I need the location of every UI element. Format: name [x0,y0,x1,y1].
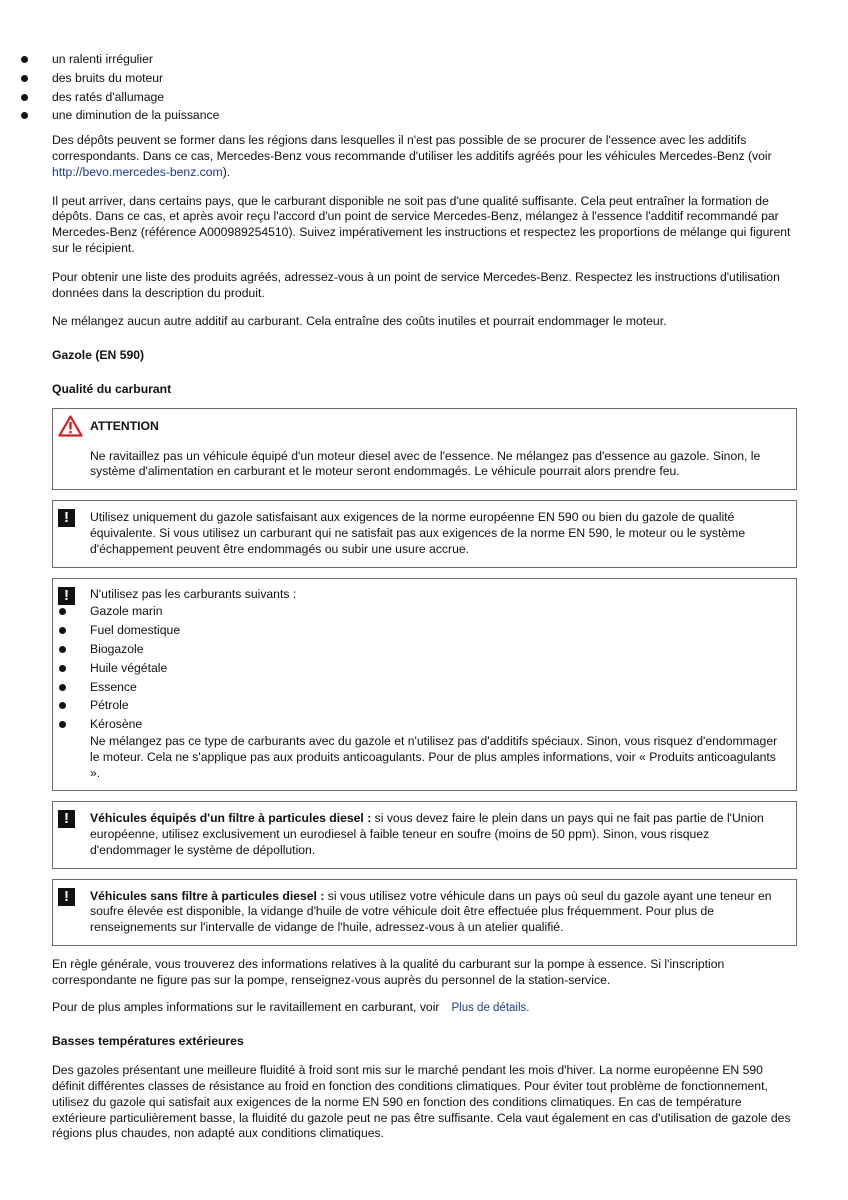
list-item: Biogazole [90,640,782,659]
paragraph-approved-products: Pour obtenir une liste des produits agréés, adressez-vous à un point de service Mercedes-Benz. Respectez les instructions d'utilisation données dans la description du produit. [52,269,780,300]
list-item: des bruits du moteur [52,69,797,88]
exclamation-icon: ! [58,888,75,906]
exclamation-icon: ! [58,509,75,527]
bevo-link[interactable]: http://bevo.mercedes-benz.com [52,164,223,179]
attention-box [52,408,797,490]
heading-fuel-quality: Qualité du carburant [52,381,172,396]
notice-box-no-particle-filter [52,879,797,946]
notice-intro: N'utilisez pas les carburants suivants : [90,586,297,601]
paragraph-refuelling: Pour de plus amples informations sur le ravitaillement en carburant, voir Plus de détails. [52,999,530,1014]
forbidden-fuel-list [90,602,782,734]
list-item: Essence [90,678,782,697]
list-item: Gazole marin [90,602,782,621]
exclamation-icon: ! [58,587,75,605]
symptom-list [52,50,797,125]
notice-text: Véhicules équipés d'un filtre à particules diesel : si vous devez faire le plein dans un pays qui ne fait pas partie de l'Union européenne, utilisez exclusivement un eurodiesel à faible teneur en soufre (moins de 50 ppm). Sinon, vous risquez d'endommager le système de dépollution. [90,811,764,857]
paragraph-additive: Il peut arriver, dans certains pays, que le carburant disponible ne soit pas d'une qualité suffisante. Cela peut entraîner la formation de dépôts. Dans ce cas, et après avoir reçu l'accord d'un point de service Mercedes-Benz, mélangez à l'essence l'additif recommandé par Mercedes-Benz (référence A000989254510). Suivez impérativement les instructions et respectez les proportions de mélange qui figurent sur le récipient. [52,193,791,255]
heading-cold-temperatures: Basses températures extérieures [52,1034,244,1049]
more-details-link[interactable]: Plus de détails [451,1001,527,1014]
notice-text: Utilisez uniquement du gazole satisfaisant aux exigences de la norme européenne EN 590 ou bien du gazole de qualité équivalente. Si vous utilisez un carburant qui ne satisfait pas aux exigences de la norme EN 590, le moteur ou le système d'échappement peuvent être endommagés ou subir une usure accrue. [90,510,746,556]
notice-text: Véhicules sans filtre à particules diesel : si vous utilisez votre véhicule dans un pays où seul du gazole ayant une teneur en soufre élevée est disponible, la vidange d'huile de votre véhicule doit être effectuée plus fréquemment. Pour plus de renseignements sur l'intervalle de vidange de l'huile, adressez-vous à un atelier qualifié. [90,888,772,935]
list-item: Huile végétale [90,659,782,678]
paragraph-cold-diesel: Des gazoles présentant une meilleure fluidité à froid sont mis sur le marché pendant les mois d'hiver. La norme européenne EN 590 définit différentes classes de résistance au froid en fonction des conditions climatiques. Pour éviter tout problème de fonctionnement, utilisez du gazole qui satisfait aux exigences de la norme EN 590 en fonction des conditions climatiques. En cas de température extérieure particulièrement basse, la fluidité du gazole peut ne pas être suffisante. Cela vaut également en cas d'utilisation de gazole des régions plus chaudes, non adapté aux conditions climatiques. [52,1063,791,1141]
list-item: une diminution de la puissance [52,106,797,125]
heading-diesel: Gazole (EN 590) [52,348,145,363]
notice-box-forbidden-fuels [52,578,797,792]
list-item: des ratés d'allumage [52,88,797,107]
list-item: un ralenti irrégulier [52,50,797,69]
attention-text: Ne ravitaillez pas un véhicule équipé d'un moteur diesel avec de l'essence. Ne mélangez pas d'essence au gazole. Sinon, le système d'alimentation en carburant et le moteur seront endommagés. Le véhicule pourrait alors prendre feu. [90,448,761,479]
notice-outro: Ne mélangez pas ce type de carburants avec du gazole et n'utilisez pas d'additifs spéciaux. Sinon, vous risquez d'endommager le moteur. Cela ne s'applique pas aux produits anticoagulants. Pour de plus amples informations, voir « Produits anticoagulants ». [90,733,778,780]
paragraph-deposits: Des dépôts peuvent se former dans les régions dans lesquelles il n'est pas possible de se procurer de l'essence avec les additifs correspondants. Dans ce cas, Mercedes-Benz vous recommande d'utiliser les additifs agréés pour les véhicules Mercedes-Benz (voir http://bevo.mercedes-benz.com). [52,133,772,179]
exclamation-icon: ! [58,810,75,828]
list-item: Pétrole [90,696,782,715]
list-item: Kérosène [90,715,782,734]
notice-box-particle-filter [52,801,797,868]
list-item: Fuel domestique [90,621,782,640]
paragraph-no-other-additive: Ne mélangez aucun autre additif au carburant. Cela entraîne des coûts inutiles et pourrait endommager le moteur. [52,314,667,329]
notice-box-en590 [52,500,797,567]
document-page [52,50,797,1142]
paragraph-pump-info: En règle générale, vous trouverez des informations relatives à la qualité du carburant sur la pompe à essence. Si l'inscription correspondante ne figure pas sur la pompe, renseignez-vous auprès du personnel de la station-service. [52,957,725,987]
warning-triangle-icon [58,415,83,442]
attention-title: ATTENTION [90,418,159,433]
